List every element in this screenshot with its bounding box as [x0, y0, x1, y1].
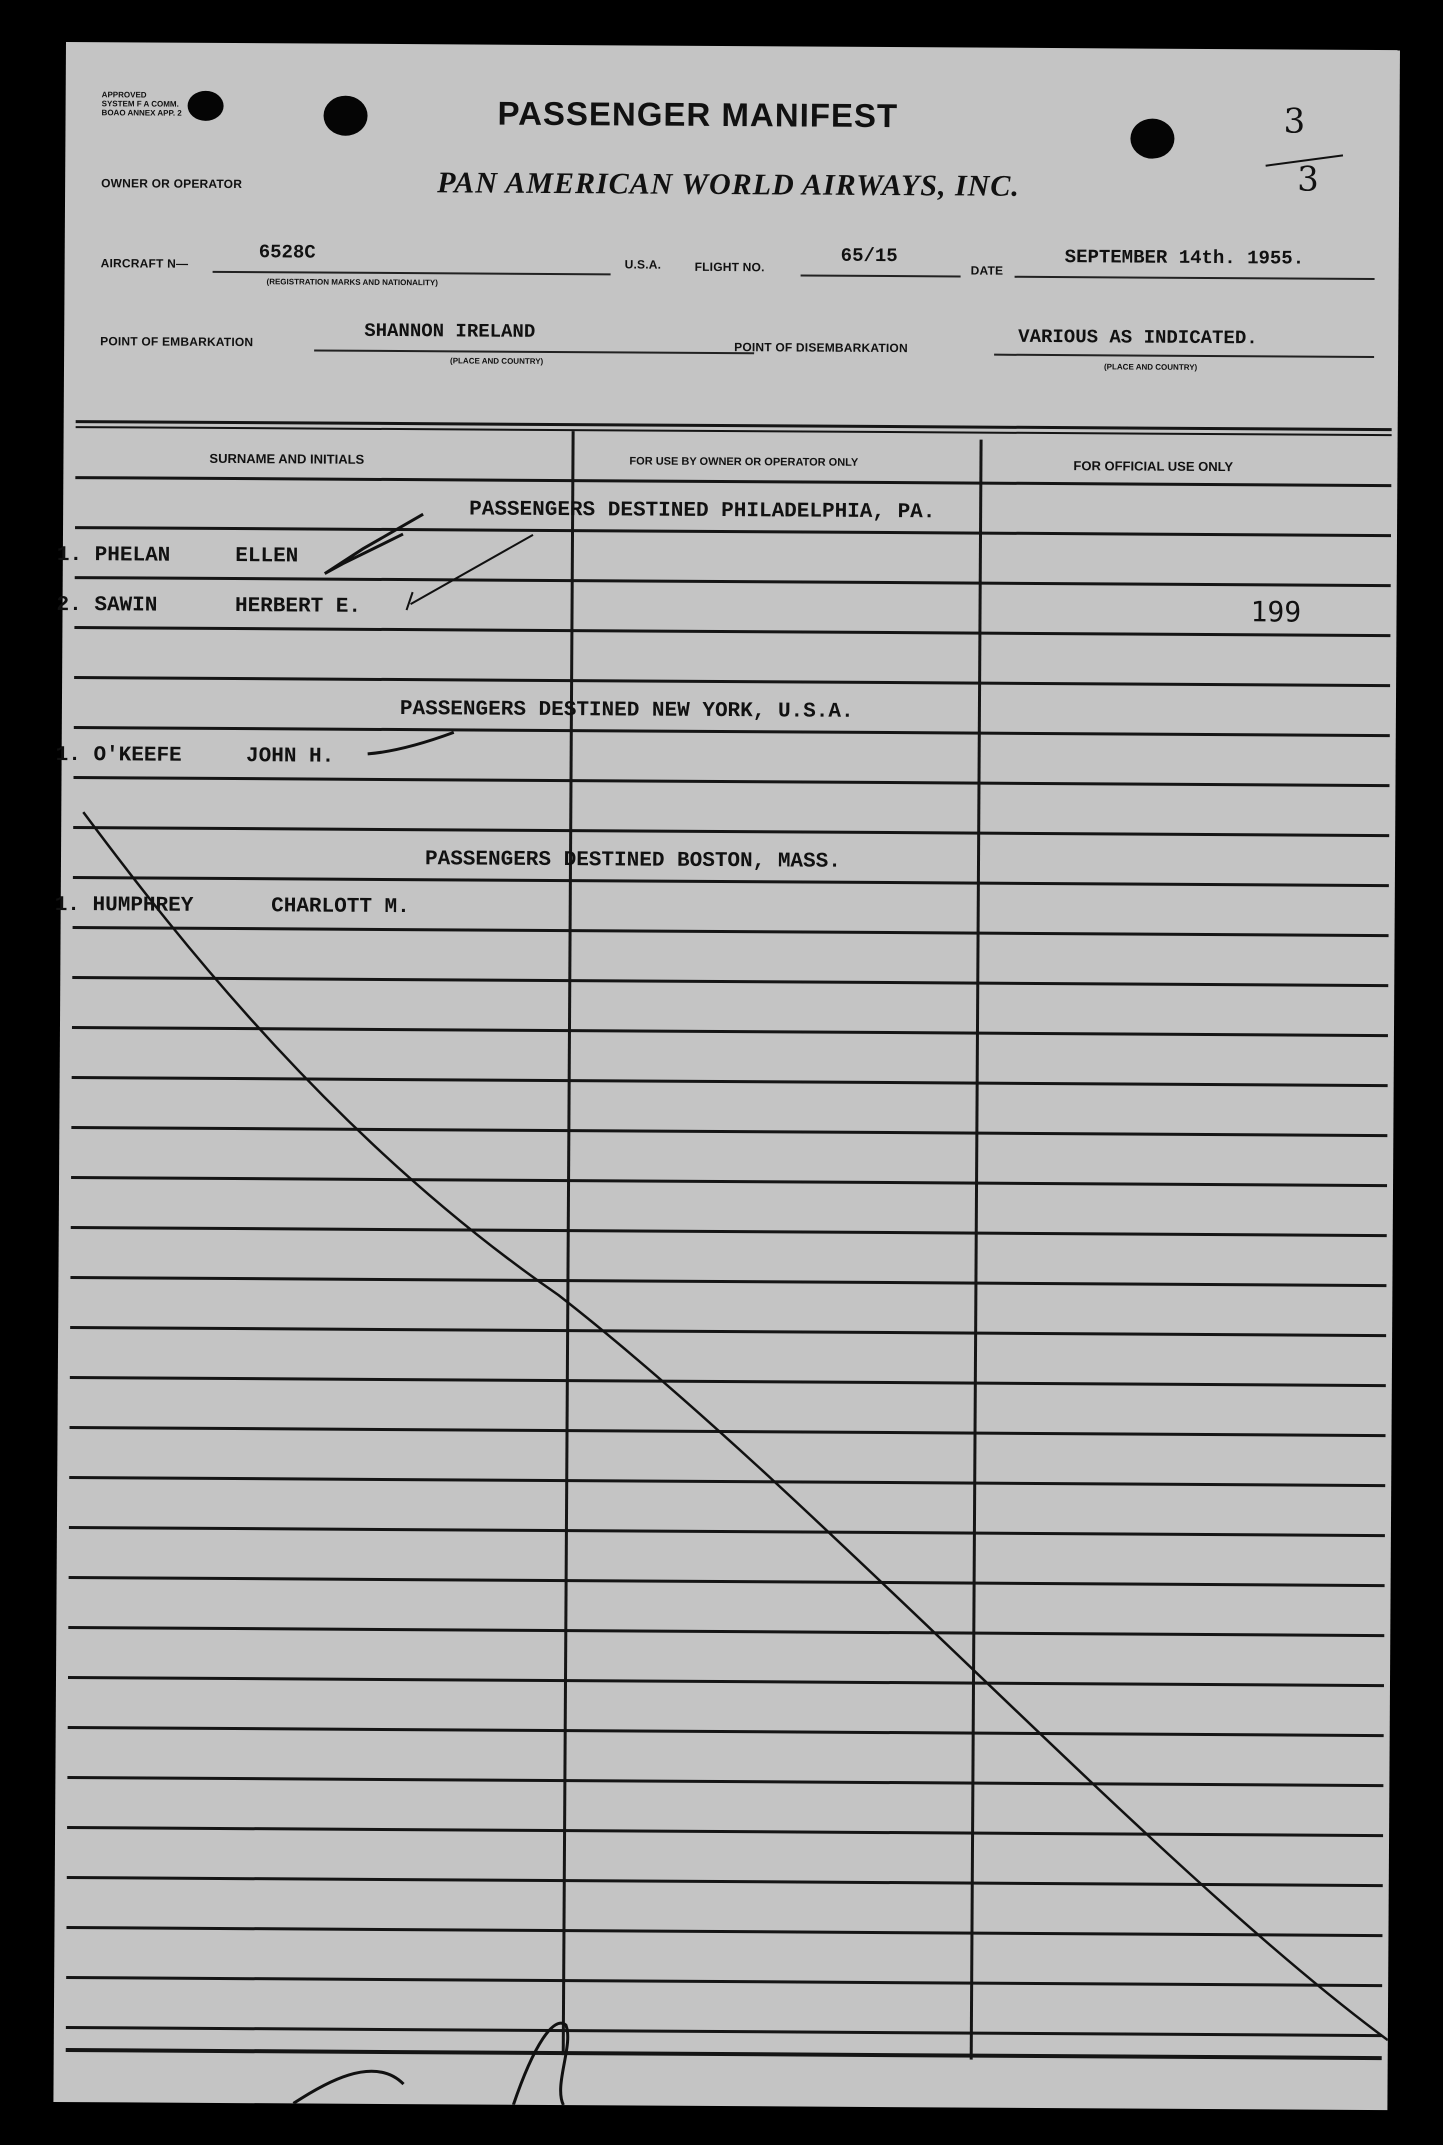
approval-line-2: SYSTEM F A COMM.: [101, 99, 179, 109]
disembark-value: VARIOUS AS INDICATED.: [1018, 325, 1258, 350]
passenger-number: 1.: [55, 743, 81, 768]
flight-label: FLIGHT NO.: [694, 259, 765, 275]
signature-scribble: [293, 2022, 567, 2106]
approval-line-3: BOAO ANNEX APP. 2: [101, 108, 182, 118]
check-mark-okeefe: [368, 732, 454, 755]
group-heading-boston: PASSENGERS DESTINED BOSTON, MASS.: [424, 848, 841, 874]
owner-value: PAN AMERICAN WORLD AIRWAYS, INC.: [437, 166, 1020, 203]
aircraft-label: AIRCRAFT N—: [100, 256, 189, 271]
check-mark-sawin: [407, 534, 533, 611]
passenger-surname: PHELAN: [94, 544, 171, 568]
disembark-label: POINT OF DISEMBARKATION: [734, 340, 908, 356]
passenger-initials: JOHN H.: [246, 745, 335, 769]
page-mark-top: 3: [1283, 101, 1306, 142]
passenger-surname: HUMPHREY: [92, 894, 194, 918]
page-title: PASSENGER MANIFEST: [497, 94, 899, 135]
passenger-initials: HERBERT E.: [234, 595, 362, 619]
passenger-number: 2.: [56, 593, 82, 618]
official-mark: 199: [1250, 595, 1302, 629]
approval-line-1: APPROVED: [101, 90, 147, 100]
col-header-operator: FOR USE BY OWNER OR OPERATOR ONLY: [629, 455, 859, 469]
passenger-number: 1.: [54, 893, 81, 918]
aircraft-value: 6528C: [258, 241, 316, 264]
embark-label: POINT OF EMBARKATION: [100, 334, 254, 350]
embark-value: SHANNON IRELAND: [364, 319, 536, 343]
col-header-official: FOR OFFICIAL USE ONLY: [1073, 458, 1234, 475]
aircraft-sublabel: (REGISTRATION MARKS AND NATIONALITY): [266, 277, 438, 288]
page-mark-bottom: 3: [1297, 159, 1319, 200]
flight-value: 65/15: [840, 244, 898, 268]
usa-label: U.S.A.: [624, 257, 662, 272]
passenger-surname: SAWIN: [94, 594, 158, 618]
disembark-sublabel: (PLACE AND COUNTRY): [1104, 362, 1198, 372]
owner-label: OWNER OR OPERATOR: [101, 176, 243, 192]
embark-sublabel: (PLACE AND COUNTRY): [450, 356, 544, 366]
passenger-initials: CHARLOTT M.: [271, 895, 410, 920]
passenger-surname: O'KEEFE: [93, 744, 182, 768]
manifest-page: [53, 42, 1400, 2110]
handwritten-marks: [53, 42, 1400, 2110]
group-heading-philadelphia: PASSENGERS DESTINED PHILADELPHIA, PA.: [469, 498, 936, 525]
diagonal-cancel-line: [76, 812, 1395, 2040]
passenger-initials: ELLEN: [235, 545, 299, 569]
group-heading-new-york: PASSENGERS DESTINED NEW YORK, U.S.A.: [399, 698, 854, 724]
date-label: DATE: [970, 263, 1004, 278]
check-mark-phelan: [325, 514, 423, 575]
col-header-surname: SURNAME AND INITIALS: [209, 450, 365, 467]
passenger-number: 1.: [56, 543, 83, 568]
date-value: SEPTEMBER 14th. 1955.: [1064, 246, 1305, 270]
